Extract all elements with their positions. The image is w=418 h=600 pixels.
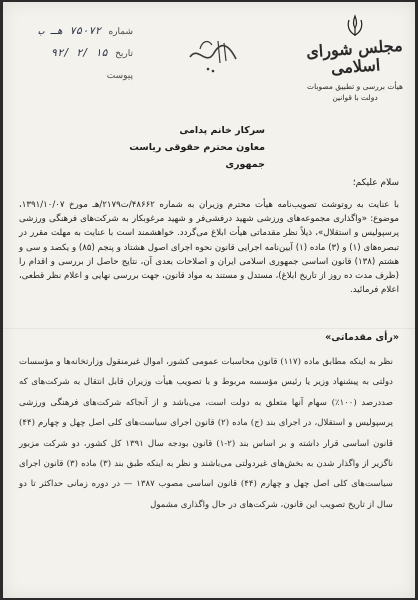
recipient-block [95,122,265,173]
intro-paragraph: با عنایت به روتوشت تصویب‌نامه هیأت محترم وزیران به شماره ۴۸۶۶۲/ت۲۱۷۹/هـ مورخ ۱۳۹۱/۱۰/۰۷، موضوع: «واگذاری مجموعه‌های ورزشی شهید درفشی‌فر و شهید مرغوبکار به شرکت‌های فرهنگی ورزشی پرسپولیس و استقلال»، ذیلاً نظر مقدماتی هیأت ابلاغ می‌گردد. خواهشمند است با عنایت به مهلت مقرر در تبصره‌های (۱) و (۳) ماده (۱) آیین‌نامه اجرایی قانون نحوه اجرای اصول هشتاد و پنجم (۸۵) و یکصد و سی و هشتم (۱۳۸) قانون اساسی جمهوری اسلامی ایران و اصلاحات بعدی آن، نتایج حاصل از بررسی و اقدام را (ظرف مدت ده روز از تاریخ ابلاغ)، مستدل و مستند به مواد قانون، جهت بررسی نهایی و اعلام نظر قطعی، اعلام فرمائید. [19,200,399,296]
institution-sub2: دولت با قوانین [332,93,378,102]
preliminary-opinion-heading: «رأی مقدماتی» [325,332,399,343]
ref-number-line [13,20,133,42]
ref-number: ۷۵۰۷۲ هـ ب [37,25,102,37]
recipient-title: معاون محترم حقوقی ریاست جمهوری [129,142,265,170]
opinion-paragraph: نظر به اینکه مطابق ماده (۱۱۷) قانون محاسبات عمومی کشور، اموال غیرمنقول وزارتخانه‌ها و مؤسسات دولتی به پیشنهاد وزیر یا رئیس مؤسسه مربوط و با تصویب هیأت وزیران قابل انتقال به شرکت‌های که صددرصد (۱۰۰٪) سهام آنها متعلق به دولت است، می‌باشد و از آنجاکه شرکت‌های فرهنگی ورزشی پرسپولیس و استقلال، در اجرای بند (ج) ماده (۲) قانون اجرای سیاست‌های کلی اصل چهل و چهارم (۴۴) قانون اساسی قرار داشته و بر اساس بند (۲-۱) قانون بودجه سال ۱۳۹۱ کل کشور، دو شرکت مزبور ناگزیر از واگذار شدن به بخش‌های غیردولتی می‌باشند و نظر به اینکه طبق بند (۳) ماده (۳) قانون اجرای سیاست‌های کلی اصل چهل و چهارم (۴۴) قانون اساسی مصوب ۱۳۸۷ — در دوره زمانی حداکثر تا دو سال از تاریخ تصویب این قانون، شرکت‌های در حال واگذاری مشمول [19,357,394,510]
date-line [13,42,133,64]
reference-block [13,20,133,86]
attachment-line [13,64,133,86]
greeting: سلام علیکم؛ [352,178,399,188]
institution-header [305,14,405,102]
institution-sub1: هیأت بررسی و تطبیق مصوبات [307,82,403,91]
ref-number-label: شماره [108,27,133,37]
recipient-name: سرکار خانم پدامی [179,125,265,136]
institution-name: مجلس شورای اسلامی [305,35,404,78]
date-value: ۱۵ /۲ /۹۲ [50,47,108,59]
fold-line [3,328,415,329]
seal-icon [178,27,248,82]
letter-page [3,2,415,598]
iran-emblem-icon [344,14,366,38]
attachment-label: پیوست [106,71,133,81]
date-label: تاریخ [115,49,133,59]
